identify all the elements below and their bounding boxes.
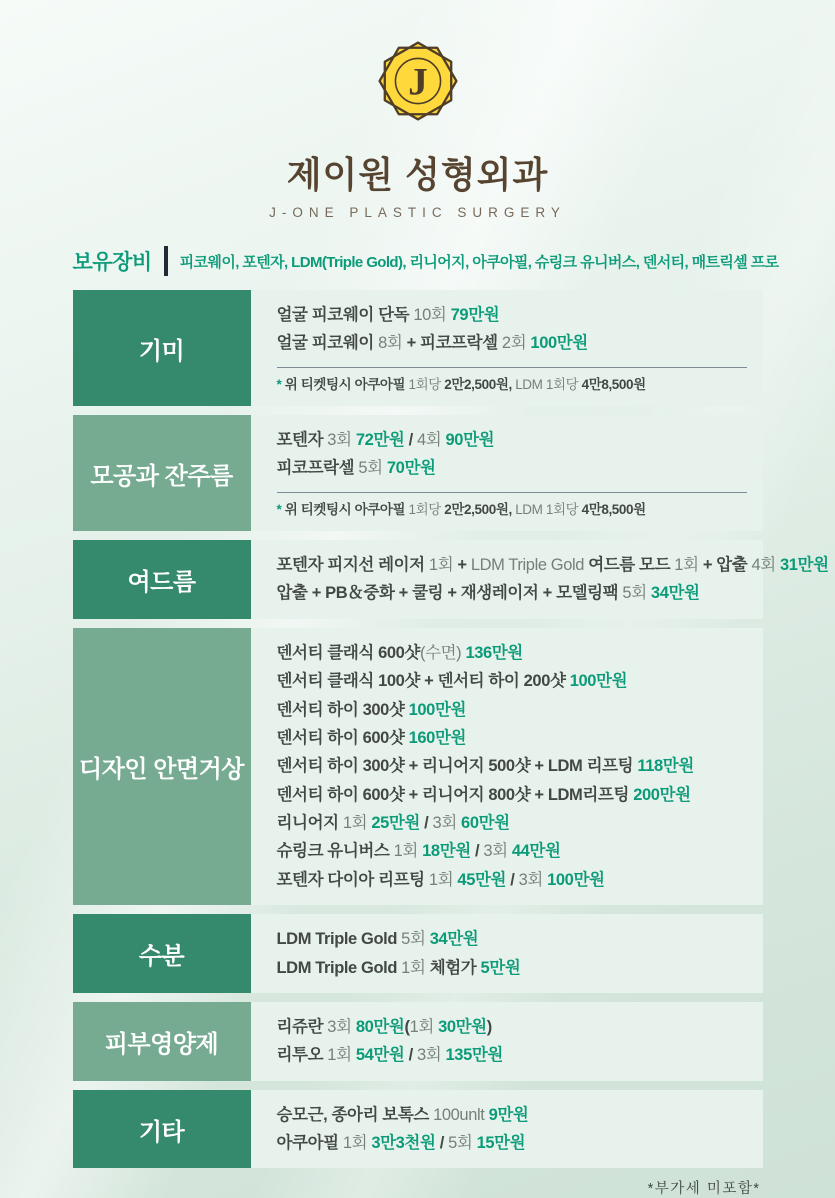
section-label-etc: 기타	[73, 1090, 251, 1169]
price-text-segment: 72만원	[356, 431, 405, 449]
section-content-etc	[251, 1090, 763, 1169]
section-content-moisture	[251, 914, 763, 993]
price-line	[277, 1041, 747, 1069]
price-line	[277, 1101, 747, 1129]
price-text-segment: 5회	[397, 930, 430, 948]
price-text-segment: 9만원	[489, 1106, 529, 1124]
price-text-segment: 5만원	[481, 959, 521, 977]
price-text-segment: 4만8,500원	[582, 377, 646, 392]
price-line	[277, 954, 747, 982]
price-text-segment: /	[471, 842, 484, 860]
price-text-segment: 덴서티 클래식 600샷	[277, 644, 420, 662]
price-text-segment: 25만원	[371, 814, 420, 832]
price-text-segment: 135만원	[446, 1046, 503, 1064]
price-line	[277, 551, 829, 579]
price-text-segment: 덴서티 하이 300샷 + 리니어지 500샷 + LDM 리프팅	[277, 757, 638, 775]
price-text-segment: *	[277, 502, 285, 517]
price-text-segment: 100만원	[409, 701, 466, 719]
section-content-skin-nutrition	[251, 1002, 763, 1081]
price-line	[277, 866, 747, 894]
price-text-segment: 5회	[354, 459, 387, 477]
price-text-segment: 70만원	[387, 459, 436, 477]
price-text-segment: 15만원	[477, 1134, 526, 1152]
section-row-design-facelift	[73, 628, 763, 905]
price-text-segment: 1회	[425, 556, 458, 574]
pricing-table	[73, 290, 763, 1168]
price-text-segment: 얼굴 피코웨이	[277, 334, 374, 352]
price-text-segment: 90만원	[446, 431, 495, 449]
section-row-skin-nutrition	[73, 1002, 763, 1081]
section-row-acne	[73, 540, 763, 619]
price-text-segment: 5회	[618, 584, 651, 602]
price-text-segment: 승모근, 종아리 보톡스	[277, 1106, 429, 1124]
price-text-segment: 79만원	[451, 306, 500, 324]
price-text-segment: 1회	[670, 556, 703, 574]
price-text-segment: /	[506, 871, 519, 889]
price-text-segment: 3만3천원	[371, 1134, 435, 1152]
price-text-segment: +	[402, 334, 420, 352]
price-text-segment: 4회	[417, 431, 446, 449]
price-text-segment: 31만원	[780, 556, 829, 574]
price-text-segment: 1회당	[405, 502, 444, 517]
clinic-logo	[370, 30, 466, 132]
price-text-segment: 54만원	[356, 1046, 405, 1064]
section-content-acne	[251, 540, 835, 619]
price-line	[277, 579, 829, 607]
price-text-segment: 1회	[397, 959, 430, 977]
price-text-segment: 200만원	[633, 786, 690, 804]
price-text-segment: 100만원	[570, 672, 627, 690]
note-divider	[277, 367, 747, 368]
price-text-segment: 포텐자 피지선 레이저	[277, 556, 425, 574]
price-text-segment: (	[404, 1018, 409, 1036]
price-text-segment: ,	[508, 502, 515, 517]
price-text-segment: 34만원	[651, 584, 700, 602]
section-row-melasma	[73, 290, 763, 406]
price-text-segment: 118만원	[637, 757, 694, 775]
price-text-segment: 덴서티 하이 300샷	[277, 701, 409, 719]
price-line	[277, 696, 747, 724]
price-line	[277, 752, 747, 780]
price-text-segment: 44만원	[512, 842, 561, 860]
price-text-segment: 리니어지	[277, 814, 339, 832]
price-text-segment: /	[420, 814, 433, 832]
price-text-segment: 피코프락셀	[277, 459, 355, 477]
logo-rosette-icon	[370, 30, 466, 132]
price-line	[277, 837, 747, 865]
logo-letter: J	[408, 59, 428, 103]
price-text-segment: 2만2,500원	[444, 502, 508, 517]
price-text-segment: 체험가	[430, 959, 481, 977]
price-line	[277, 1129, 747, 1157]
price-text-segment: (수면)	[420, 644, 465, 662]
price-text-segment: 1회	[410, 1018, 439, 1036]
section-label-acne: 여드름	[73, 540, 251, 619]
section-content-melasma	[251, 290, 763, 406]
price-text-segment: 18만원	[422, 842, 471, 860]
clinic-subtitle: J-ONE PLASTIC SURGERY	[0, 205, 835, 220]
price-text-segment: 34만원	[430, 930, 479, 948]
clinic-title: 제이원 성형외과	[0, 147, 835, 198]
price-text-segment: 1회	[389, 842, 422, 860]
price-text-segment: 1회	[425, 871, 458, 889]
note-divider	[277, 492, 747, 493]
price-text-segment: 피코프락셀	[420, 334, 498, 352]
price-text-segment: 3회	[519, 871, 548, 889]
vat-footnote: *부가세 미포함*	[73, 1177, 763, 1198]
price-text-segment: 아쿠아필	[277, 1134, 339, 1152]
price-text-segment: /	[436, 1134, 449, 1152]
price-text-segment: 덴서티 하이 600샷 + 리니어지 800샷 + LDM리프팅	[277, 786, 634, 804]
price-text-segment: 3회	[323, 431, 356, 449]
price-text-segment: 리투오	[277, 1046, 324, 1064]
section-label-design-facelift: 디자인 안면거상	[73, 628, 251, 905]
price-text-segment: 1회	[339, 814, 372, 832]
price-text-segment: 1회	[339, 1134, 372, 1152]
price-text-segment: 덴서티 클래식 100샷 + 덴서티 하이 200샷	[277, 672, 570, 690]
price-text-segment: LDM Triple Gold	[471, 556, 588, 574]
price-line	[277, 925, 747, 953]
price-text-segment: LDM Triple Gold	[277, 959, 398, 977]
section-row-etc	[73, 1090, 763, 1169]
equipment-list: 피코웨이, 포텐자, LDM(Triple Gold), 리니어지, 아쿠아필, 슈링크 유니버스, 덴서티, 매트릭셀 프로	[180, 251, 779, 272]
price-text-segment: 2만2,500원	[444, 377, 508, 392]
ticketing-note	[277, 375, 747, 395]
price-text-segment: ,	[508, 377, 515, 392]
price-text-segment: 80만원	[356, 1018, 405, 1036]
price-text-segment: LDM 1회당	[515, 377, 581, 392]
price-text-segment: 리쥬란	[277, 1018, 324, 1036]
section-row-pores-wrinkles	[73, 415, 763, 531]
price-line	[277, 639, 747, 667]
price-text-segment: 1회당	[405, 377, 444, 392]
price-line	[277, 1013, 747, 1041]
price-text-segment: 압출 + PB＆중화 + 쿨링 + 재생레이저 + 모델링팩	[277, 584, 619, 602]
price-text-segment: 슈링크 유니버스	[277, 842, 390, 860]
price-text-segment: 136만원	[465, 644, 522, 662]
price-text-segment: /	[404, 1046, 417, 1064]
price-text-segment: 60만원	[461, 814, 510, 832]
price-text-segment: 5회	[448, 1134, 477, 1152]
price-text-segment: 4만8,500원	[582, 502, 646, 517]
price-text-segment: 포텐자 다이아 리프팅	[277, 871, 425, 889]
price-text-segment: /	[404, 431, 417, 449]
price-line	[277, 301, 747, 329]
price-text-segment: 포텐자	[277, 431, 324, 449]
price-text-segment: 8회	[374, 334, 403, 352]
price-text-segment: 45만원	[457, 871, 506, 889]
price-text-segment: LDM Triple Gold	[277, 930, 398, 948]
section-label-pores-wrinkles: 모공과 잔주름	[73, 415, 251, 531]
price-text-segment: 100unlt	[429, 1106, 489, 1124]
clinic-header	[0, 0, 835, 220]
price-text-segment: + 압출	[703, 556, 748, 574]
price-line	[277, 809, 747, 837]
price-line	[277, 454, 747, 482]
equipment-bar	[73, 246, 763, 276]
price-line	[277, 724, 747, 752]
price-text-segment: *	[277, 377, 285, 392]
section-content-design-facelift	[251, 628, 763, 905]
price-text-segment: 160만원	[409, 729, 466, 747]
section-content-pores-wrinkles	[251, 415, 763, 531]
section-label-skin-nutrition: 피부영양제	[73, 1002, 251, 1081]
price-text-segment: 4회	[747, 556, 780, 574]
equipment-divider	[164, 246, 168, 276]
section-label-melasma: 기미	[73, 290, 251, 406]
price-text-segment: 위 티켓팅시 아쿠아필	[285, 377, 405, 392]
price-text-segment: 덴서티 하이 600샷	[277, 729, 409, 747]
price-text-segment: 2회	[498, 334, 531, 352]
price-text-segment: 3회	[433, 814, 462, 832]
price-text-segment: 30만원	[438, 1018, 487, 1036]
equipment-label: 보유장비	[73, 246, 152, 276]
section-row-moisture	[73, 914, 763, 993]
price-line	[277, 426, 747, 454]
ticketing-note	[277, 500, 747, 520]
price-text-segment: 1회	[323, 1046, 356, 1064]
price-text-segment: 여드름 모드	[588, 556, 670, 574]
price-text-segment: 3회	[483, 842, 512, 860]
price-text-segment: LDM 1회당	[515, 502, 581, 517]
price-line	[277, 781, 747, 809]
section-label-moisture: 수분	[73, 914, 251, 993]
price-text-segment: 3회	[417, 1046, 446, 1064]
price-text-segment: 100만원	[547, 871, 604, 889]
price-text-segment: )	[487, 1018, 492, 1036]
price-text-segment: 10회	[409, 306, 450, 324]
price-text-segment: 3회	[323, 1018, 356, 1036]
price-line	[277, 329, 747, 357]
price-text-segment: 얼굴 피코웨이 단독	[277, 306, 410, 324]
price-line	[277, 667, 747, 695]
price-text-segment: 위 티켓팅시 아쿠아필	[285, 502, 405, 517]
price-text-segment: 100만원	[530, 334, 587, 352]
price-text-segment: +	[457, 556, 470, 574]
